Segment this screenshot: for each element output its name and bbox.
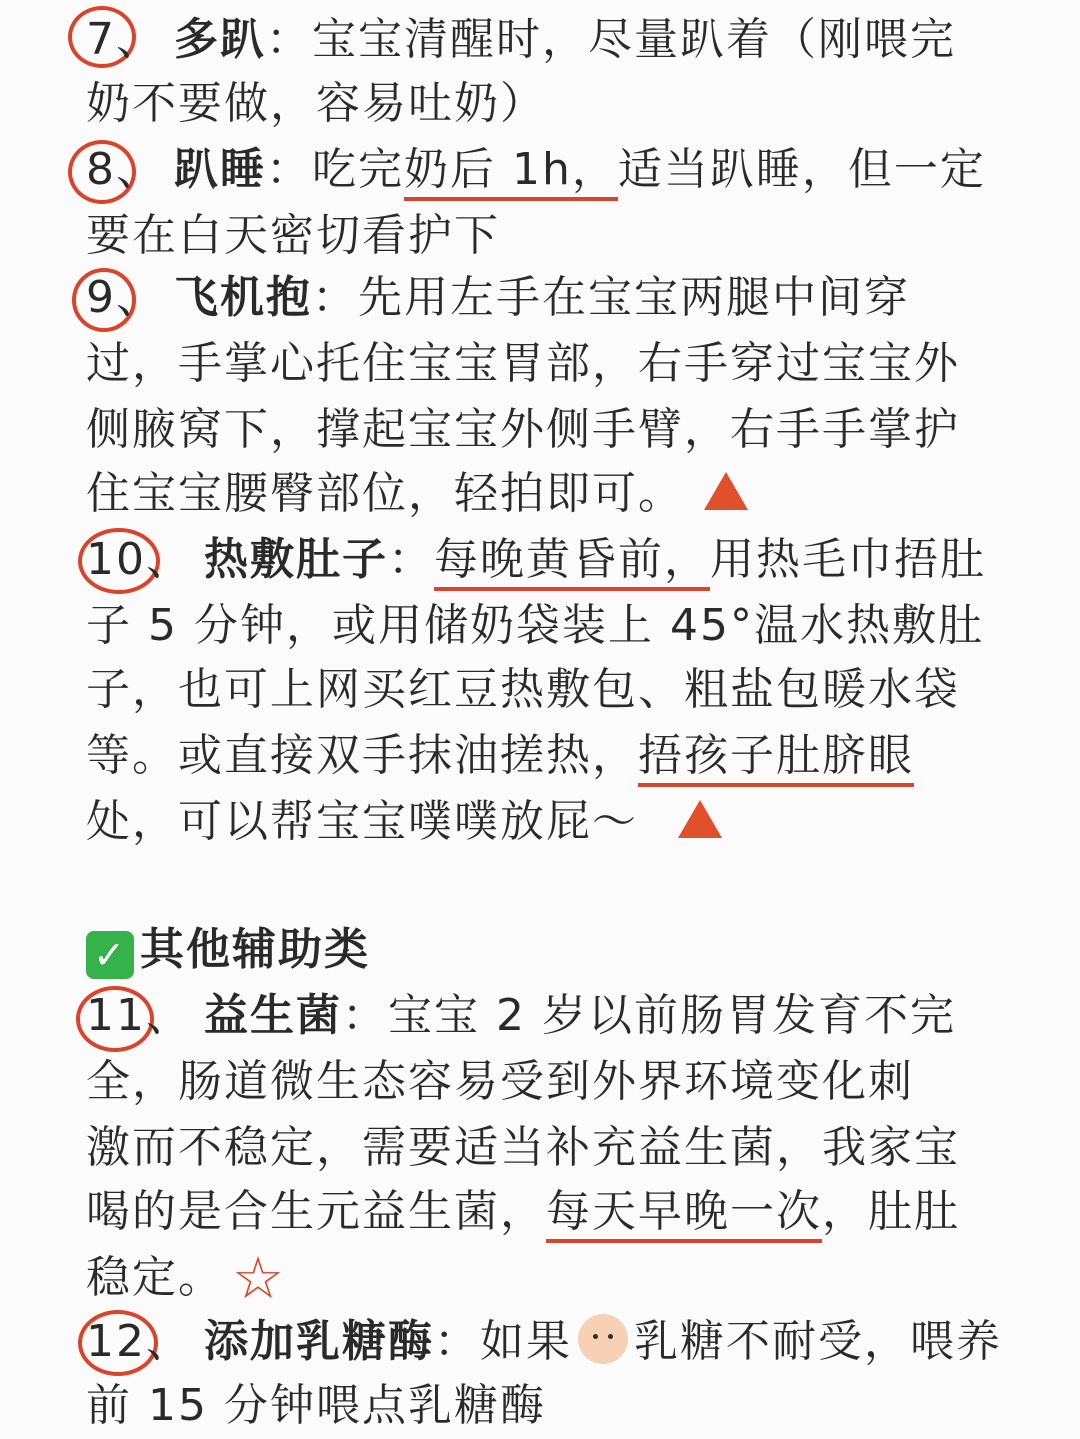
item-11-line-1 — [86, 986, 956, 1048]
item-term: 添加乳糖酶 — [204, 1316, 434, 1367]
item-text: 喝的是合生元益生菌， — [86, 1186, 546, 1237]
item-text: 过，手掌心托住宝宝胃部，右手穿过宝宝外 — [86, 338, 960, 389]
item-text: 子，也可上网买红豆热敷包、粗盐包暖水袋 — [86, 664, 960, 715]
item-9-line-1 — [86, 268, 910, 330]
item-11-line-5 — [86, 1244, 286, 1312]
item-12-line-2 — [86, 1376, 546, 1438]
item-text: ，肚肚 — [822, 1186, 960, 1237]
item-text: 乳糖不耐受，喂养 — [634, 1316, 1002, 1367]
section-title: 其他辅助类 — [140, 924, 370, 975]
item-text: ：吃完 — [266, 144, 404, 195]
item-text: 奶不要做，容易吐奶） — [86, 78, 546, 129]
item-11-line-3 — [86, 1118, 960, 1180]
underlined-text: 每天早晚一次 — [546, 1186, 822, 1243]
item-10-line-3 — [86, 660, 960, 722]
warning-triangle-mark — [704, 472, 748, 510]
item-number: 7、 — [86, 14, 162, 65]
item-text: ：宝宝清醒时，尽量趴着（刚喂完 — [266, 14, 956, 65]
item-10-line-5 — [86, 792, 722, 854]
item-text: 子 5 分钟，或用储奶袋装上 45°温水热敷肚 — [86, 600, 984, 651]
item-text: 侧腋窝下，撑起宝宝外侧手臂，右手手掌护 — [86, 404, 960, 455]
warning-triangle-mark — [678, 800, 722, 838]
underlined-text: 奶后 1h， — [404, 144, 618, 201]
item-10-line-2 — [86, 596, 984, 658]
item-number: 9、 — [86, 272, 162, 323]
star-mark: ☆ — [232, 1244, 286, 1312]
baby-face-emoji — [578, 1314, 628, 1364]
item-number: 8、 — [86, 144, 162, 195]
item-7-line-1 — [86, 10, 956, 72]
underlined-text: 每晚黄昏前， — [434, 534, 710, 591]
item-7-line-2 — [86, 74, 546, 136]
item-term: 热敷肚子 — [204, 534, 388, 585]
item-text: 要在白天密切看护下 — [86, 210, 500, 261]
item-12-line-1 — [86, 1312, 1002, 1374]
check-mark-icon: ✓ — [86, 931, 134, 979]
item-11-line-4 — [86, 1182, 960, 1244]
item-8-line-2 — [86, 206, 500, 268]
item-9-line-4 — [86, 464, 748, 526]
item-text: 处，可以帮宝宝噗噗放屁～ — [86, 796, 638, 847]
item-text: 全，肠道微生态容易受到外界环境变化刺 — [86, 1056, 914, 1107]
item-9-line-2 — [86, 334, 960, 396]
item-11-line-2 — [86, 1052, 914, 1114]
item-number: 10、 — [86, 534, 192, 585]
item-text: 用热毛巾捂肚 — [710, 534, 986, 585]
item-text: ： — [388, 534, 434, 585]
item-term: 多趴 — [174, 14, 266, 65]
section-header — [86, 920, 370, 982]
item-8-line-1 — [86, 140, 986, 202]
item-term: 飞机抱 — [174, 272, 312, 323]
item-number: 12、 — [86, 1316, 192, 1367]
item-term: 趴睡 — [174, 144, 266, 195]
item-10-line-4 — [86, 726, 914, 788]
item-text: 稳定。 — [86, 1252, 224, 1303]
item-term: 益生菌 — [204, 990, 342, 1041]
item-text: 住宝宝腰臀部位，轻拍即可。 — [86, 468, 684, 519]
item-10-line-1 — [86, 530, 986, 592]
item-number: 11、 — [86, 990, 192, 1041]
item-text: ：先用左手在宝宝两腿中间穿 — [312, 272, 910, 323]
item-text: ：宝宝 2 岁以前肠胃发育不完 — [342, 990, 956, 1041]
item-text: 等。或直接双手抹油搓热， — [86, 730, 638, 781]
item-text: 前 15 分钟喂点乳糖酶 — [86, 1380, 546, 1431]
item-9-line-3 — [86, 400, 960, 462]
underlined-text: 捂孩子肚脐眼 — [638, 730, 914, 787]
item-text: 激而不稳定，需要适当补充益生菌，我家宝 — [86, 1122, 960, 1173]
item-text: ：如果 — [434, 1316, 572, 1367]
item-text: 适当趴睡，但一定 — [617, 144, 986, 195]
